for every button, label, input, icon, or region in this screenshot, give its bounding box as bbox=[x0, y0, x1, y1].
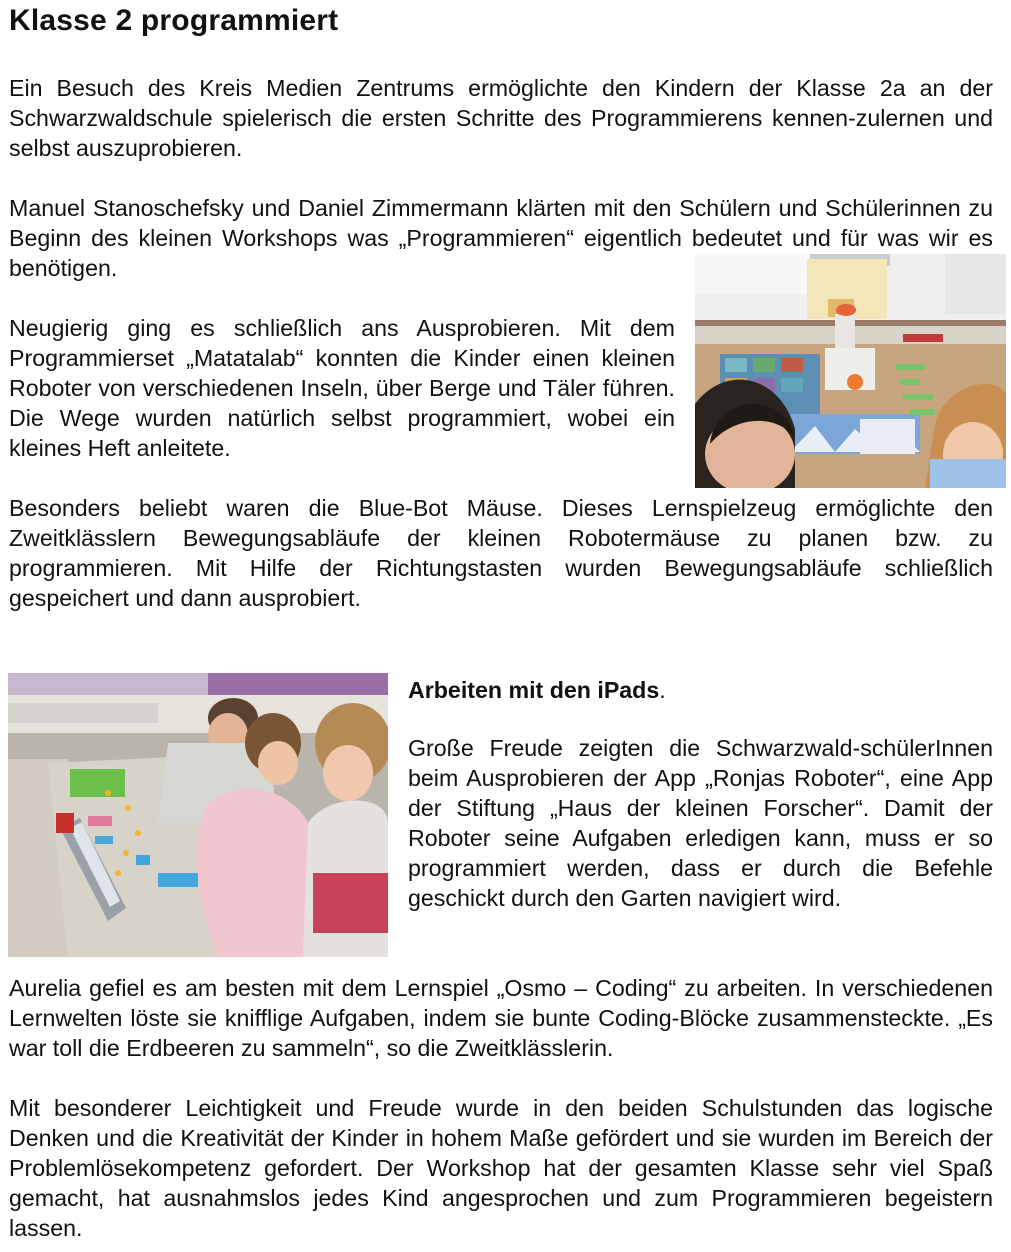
page-title: Klasse 2 programmiert bbox=[9, 4, 339, 37]
conclusion-paragraph: Mit besonderer Leichtigkeit und Freude wurde in den beiden Schulstunden das logische Denken und die Kreativität der Kinder in hohem Maße gefördert und sie wurden im Bereich der Problemlösekompetenz gefordert. Der Workshop hat der gesamten Klasse sehr viel Spaß gemacht, hat ausnahmslos jedes Kind angesprochen und zum Programmieren begeistern lassen. bbox=[9, 1095, 993, 1241]
matatalab-photo bbox=[695, 254, 1006, 488]
ipad-photo bbox=[8, 673, 388, 957]
workshop-paragraph: Manuel Stanoschefsky und Daniel Zimmermann klärten mit den Schülern und Schülerinnen zu Beginn des kleinen Workshops was „Programmieren“ eigentlich bedeutet und für was wir es benötigen. bbox=[9, 195, 993, 281]
matatalab-paragraph: Neugierig ging es schließlich ans Ausprobieren. Mit dem Programmierset „Matatalab“ konnten die Kinder einen kleinen Roboter von verschiedenen Inseln, über Berge und Täler führen. Die Wege wurden natürlich selbst programmiert, wobei ein kleines Heft anleitete. bbox=[9, 315, 675, 461]
ronjas-roboter-paragraph: Große Freude zeigten die Schwarzwald-schülerInnen beim Ausprobieren der App „Ronjas Roboter“, eine App der Stiftung „Haus der kleinen Forscher“. Damit der Roboter seine Aufgaben erledigen kann, muss er so programmiert werden, dass er durch die Befehle geschickt durch den Garten navigiert wird. bbox=[408, 735, 993, 911]
ipads-heading: Arbeiten mit den iPads. bbox=[408, 677, 666, 703]
intro-paragraph: Ein Besuch des Kreis Medien Zentrums ermöglichte den Kindern der Klasse 2a an der Schwarzwaldschule spielerisch die ersten Schritte des Programmierens kennen-zulernen und selbst auszuprobieren. bbox=[9, 75, 993, 161]
bluebot-paragraph: Besonders beliebt waren die Blue-Bot Mäuse. Dieses Lernspielzeug ermöglichte den Zweitklässlern Bewegungsabläufe der kleinen Robotermäuse zu planen bzw. zu programmieren. Mit Hilfe der Richtungstasten wurden Bewegungsabläufe schließlich gespeichert und dann ausprobiert. bbox=[9, 495, 993, 611]
osmo-paragraph: Aurelia gefiel es am besten mit dem Lernspiel „Osmo – Coding“ zu arbeiten. In verschiedenen Lernwelten löste sie knifflige Aufgaben, indem sie bunte Coding-Blöcke zusammensteckte. „Es war toll die Erdbeeren zu sammeln“, so die Zweitklässlerin. bbox=[9, 975, 993, 1061]
